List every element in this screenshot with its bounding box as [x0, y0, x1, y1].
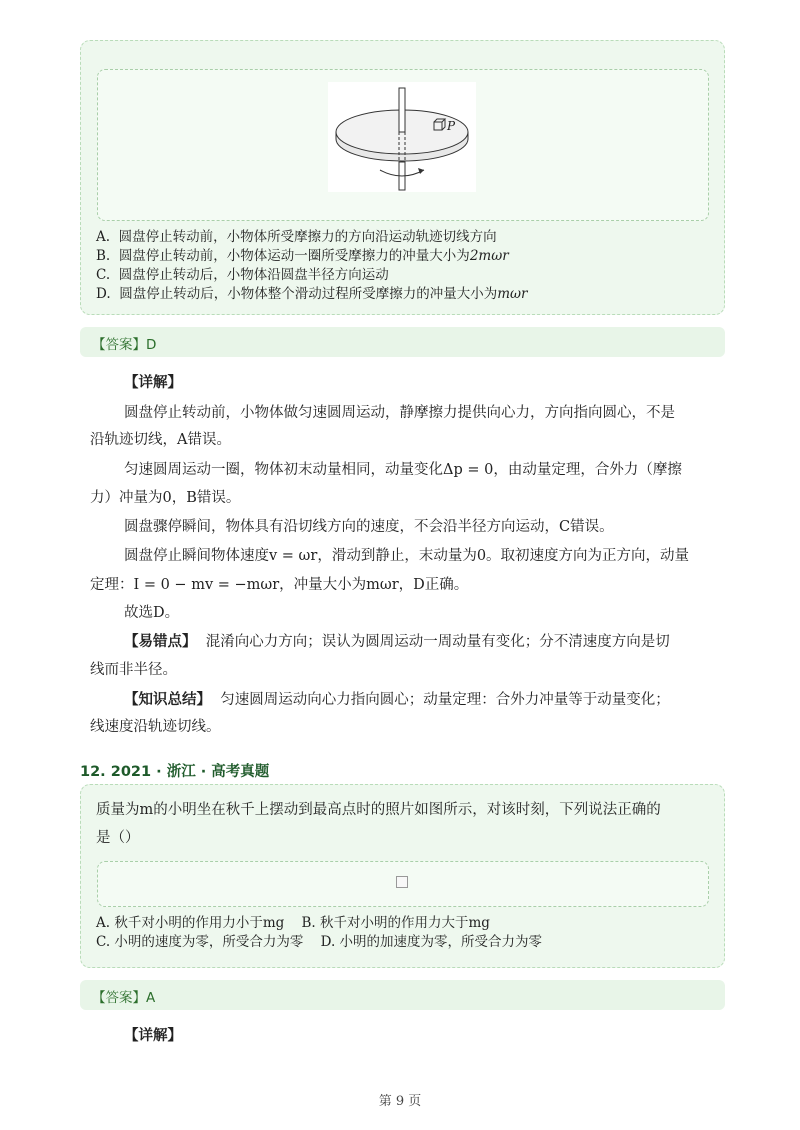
question-12-heading: 12. 2021 · 浙江 · 高考真题	[80, 764, 270, 780]
option-c: C. 圆盘停止转动后，小物体沿圆盘半径方向运动	[96, 267, 389, 283]
q12-stem-line: 质量为m的小明坐在秋千上摆动到最高点时的照片如图所示，对该时刻，下列说法正确的	[96, 802, 661, 818]
rotating-disk-figure	[328, 82, 476, 192]
q12-option-b: B. 秋千对小明的作用力大于mg	[301, 915, 490, 931]
detail-line: 沿轨迹切线，A错误。	[90, 432, 231, 448]
summary-tag: 【知识总结】	[124, 691, 211, 708]
option-b: B. 圆盘停止转动前，小物体运动一圈所受摩擦力的冲量大小为2mωr	[96, 248, 509, 264]
detail-line: 匀速圆周运动一圈，物体初末动量相同，动量变化Δp = 0，由动量定理，合外力（摩擦	[124, 462, 682, 478]
page-number: 第 9 页	[378, 1094, 422, 1109]
detail-line: 故选D。	[124, 605, 180, 621]
q12-options-row	[96, 933, 542, 952]
detail-line: 圆盘停止瞬间物体速度v = ωr，滑动到静止，末动量为0。取初速度方向为正方向，动量	[124, 548, 690, 564]
detail-line: 圆盘骤停瞬间，物体具有沿切线方向的速度，不会沿半径方向运动，C错误。	[124, 519, 614, 535]
q12-option-c: C. 小明的速度为零，所受合力为零	[96, 934, 304, 950]
q12-option-d: D. 小明的加速度为零，所受合力为零	[320, 934, 543, 950]
mistake-line: 【易错点】 混淆向心力方向；误认为圆周运动一周动量有变化；分不清速度方向是切	[124, 633, 670, 650]
option-a: A. 圆盘停止转动前，小物体所受摩擦力的方向沿运动轨迹切线方向	[96, 229, 497, 245]
q12-stem-line: 是（）	[96, 830, 140, 846]
answer-text: 【答案】A	[92, 990, 156, 1006]
detail-line: 定理：I = 0 − mv = −mωr，冲量大小为mωr，D正确。	[90, 577, 469, 593]
detail-heading: 【详解】	[124, 1027, 182, 1044]
detail-heading: 【详解】	[124, 374, 182, 391]
detail-line: 圆盘停止转动前，小物体做匀速圆周运动，静摩擦力提供向心力，方向指向圆心，不是	[124, 405, 675, 421]
mistake-tag: 【易错点】	[124, 633, 197, 650]
answer-bar-12	[80, 980, 725, 1010]
summary-line: 【知识总结】 匀速圆周运动向心力指向圆心；动量定理：合外力冲量等于动量变化；	[124, 691, 670, 708]
q12-option-a: A. 秋千对小明的作用力小于mg	[96, 915, 285, 931]
answer-text: 【答案】D	[92, 337, 157, 353]
mistake-line: 线而非半径。	[90, 662, 177, 678]
q12-options-row	[96, 914, 490, 933]
broken-image-icon	[396, 876, 408, 888]
summary-line: 线速度沿轨迹切线。	[90, 719, 221, 735]
figure-label-p: P	[447, 119, 456, 133]
detail-line: 力）冲量为0，B错误。	[90, 490, 241, 506]
answer-bar-11	[80, 327, 725, 357]
option-d: D. 圆盘停止转动后，小物体整个滑动过程所受摩擦力的冲量大小为mωr	[96, 286, 528, 302]
